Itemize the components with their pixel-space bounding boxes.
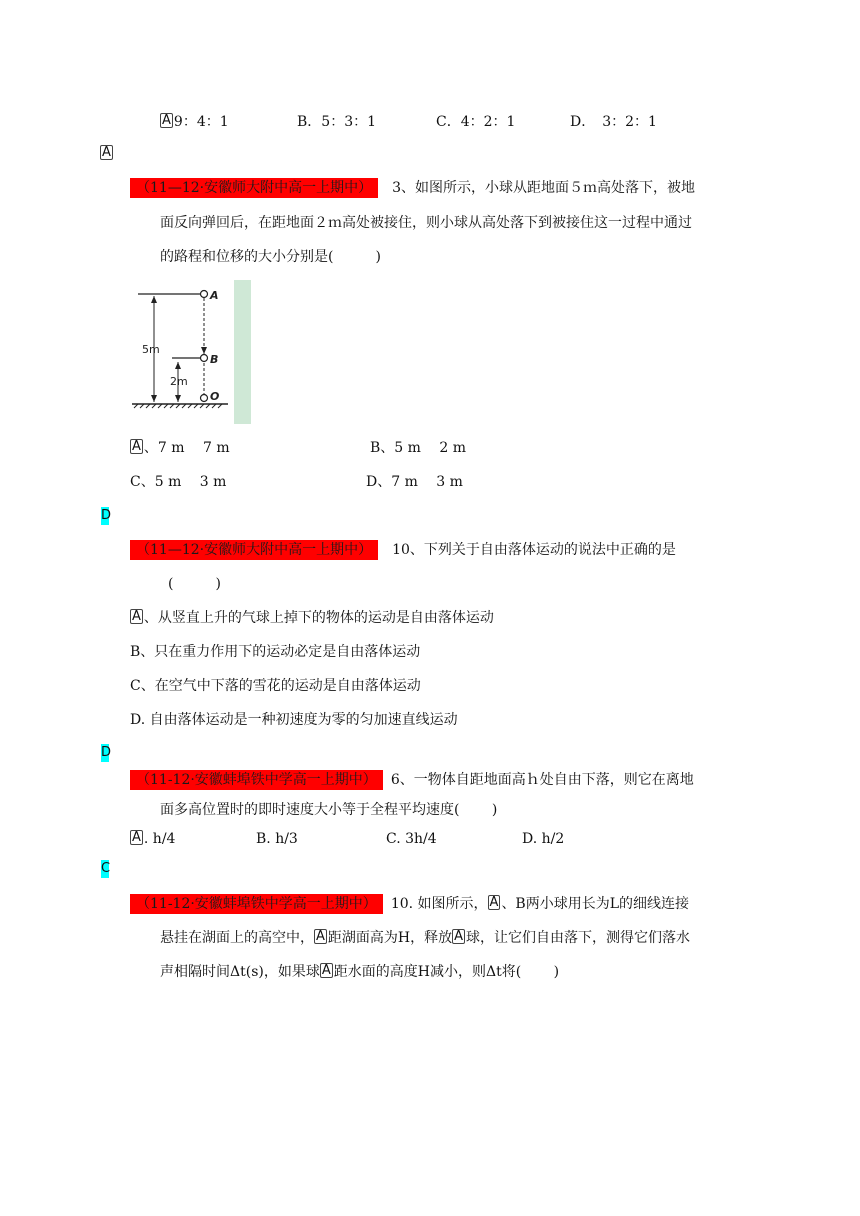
q3-option-b: B、5 m 2 m <box>370 440 467 456</box>
q3-answer: D <box>101 508 112 523</box>
figure-green-band <box>234 280 251 424</box>
q10b-line-1: （11-12·安徽蚌埠铁中学高一上期中） 10. 如图所示， A 、B两小球用长为L的细线连接 <box>130 894 689 914</box>
q6-line-2: 面多高位置时的即时速度大小等于全程平均速度( ) <box>160 802 498 818</box>
letter-a-glyph: A <box>316 929 325 944</box>
label-a: A <box>210 289 219 302</box>
letter-a-glyph: A <box>132 439 141 454</box>
q-top-option-d: D． 3：2：1 <box>570 114 657 130</box>
q10a-option-c: C、在空气中下落的雪花的运动是自由落体运动 <box>130 678 421 694</box>
q6-option-c: C. 3h/4 <box>386 831 437 847</box>
q10a-option-a: A 、从竖直上升的气球上掉下的物体的运动是自由落体运动 <box>132 609 494 626</box>
q3-stem: 3、如图所示，小球从距地面５ｍ高处落下，被地 <box>392 180 695 196</box>
q6-source-tag: （11-12·安徽蚌埠铁中学高一上期中） <box>130 770 383 790</box>
q6-option-b: B. h/3 <box>256 831 298 847</box>
q10b-line-2: 悬挂在湖面上的高空中， A 距湖面高为H，释放 A 球，让它们自由落下，测得它们落水 <box>160 929 691 946</box>
q10a-line-1 <box>130 540 676 560</box>
q10a-stem: 10、下列关于自由落体运动的说法中正确的是 <box>392 542 676 558</box>
letter-a-glyph: A <box>454 929 464 944</box>
ball-b <box>201 355 208 362</box>
q10a-source-tag: （11—12·安徽师大附中高一上期中） <box>130 540 378 560</box>
q3-line-3: 的路程和位移的大小分别是( ) <box>160 249 381 265</box>
q6-stem: 6、一物体自距地面高ｈ处自由下落，则它在离地 <box>390 772 694 788</box>
q10b-line-3: 声相隔时间Δt(s)，如果球 A 距水面的高度H减小，则Δt将( ) <box>160 963 560 980</box>
ball-a <box>201 291 208 298</box>
q10a-option-b: B、只在重力作用下的运动必定是自由落体运动 <box>130 644 421 660</box>
q-top-option-c: C．4：2：1 <box>436 114 516 130</box>
label-b: B <box>210 353 219 366</box>
letter-a-glyph: A <box>132 830 141 845</box>
q-top-option-b: B．5：3：1 <box>297 114 377 130</box>
q10a-line-2: ( ) <box>168 576 221 592</box>
label-o: O <box>210 390 220 403</box>
letter-a-glyph: A <box>162 113 171 128</box>
q6-option-d: D. h/2 <box>522 831 565 847</box>
q3-option-c: C、5 m 3 m <box>130 474 227 490</box>
letter-a-glyph: A <box>489 895 499 910</box>
q3-line-2: 面反向弹回后，在距地面２ｍ高处被接住，则小球从高处落下到被接住这一过程中通过 <box>160 215 692 231</box>
q10a-answer: D <box>101 745 112 760</box>
q3-figure <box>128 280 254 426</box>
q10b-source-tag: （11-12·安徽蚌埠铁中学高一上期中） <box>130 894 383 914</box>
letter-a-glyph: A <box>132 609 141 624</box>
q-top-answer: A <box>102 145 111 160</box>
q6-answer: C <box>101 861 111 876</box>
label-2m: 2m <box>170 375 188 388</box>
q6-line-1 <box>130 770 694 790</box>
q-top-option-a: A 9：4：1 <box>162 113 229 130</box>
q10a-option-d: D. 自由落体运动是一种初速度为零的匀加速直线运动 <box>130 712 458 728</box>
label-5m: 5m <box>142 343 160 356</box>
q3-line-1 <box>130 178 695 198</box>
q3-source-tag: （11—12·安徽师大附中高一上期中） <box>130 178 378 198</box>
ball-o <box>201 395 208 402</box>
q6-option-a: A . h/4 <box>132 830 176 847</box>
q3-option-d: D、7 m 3 m <box>366 474 463 490</box>
q3-option-a: A 、7 m 7 m <box>132 439 230 456</box>
letter-a-glyph: A <box>321 963 331 978</box>
